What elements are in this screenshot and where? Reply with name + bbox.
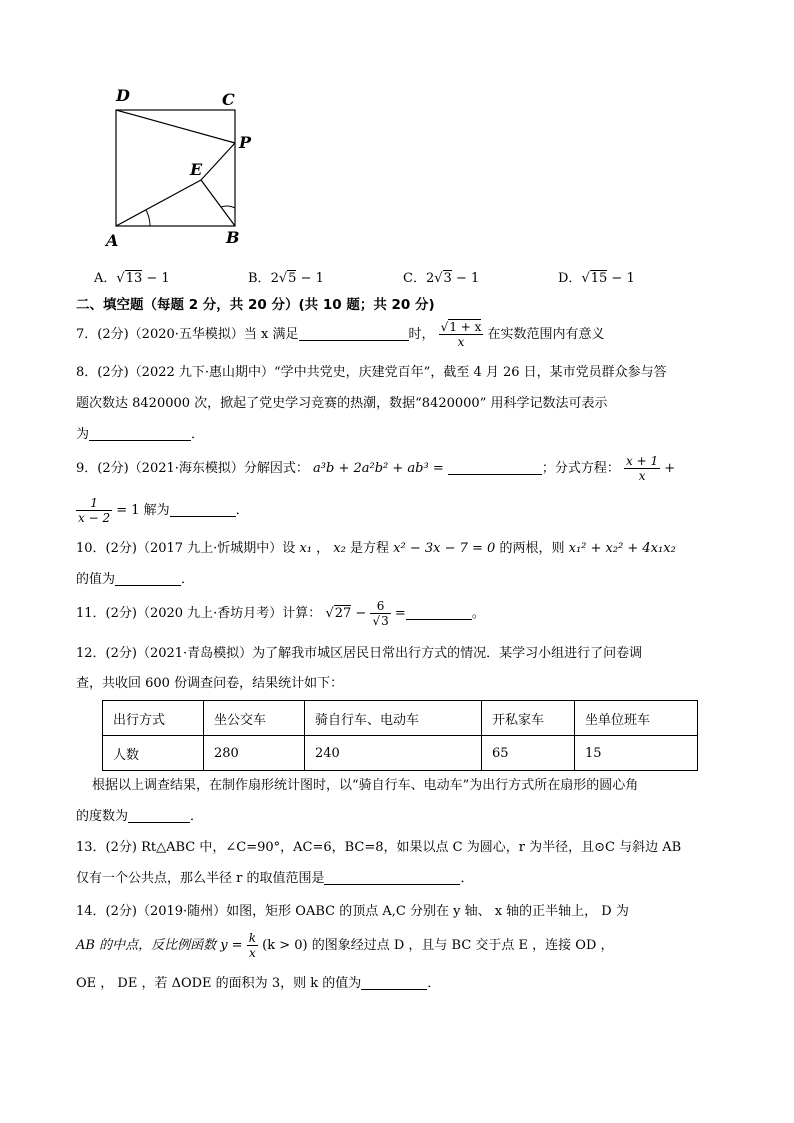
table-cell: 坐单位班车	[575, 701, 698, 736]
angle-arc-b	[221, 206, 235, 208]
fraction-9b: $\frac{1}{x - 2}$	[78, 496, 111, 525]
answer-blank-7[interactable]	[299, 326, 409, 341]
table-cell: 出行方式	[103, 701, 204, 736]
question-7: 7．(2分)（2020·五华模拟）当 x 满足 时， $\frac{√1 + x}{x}$ 在实数范围内有意义	[76, 320, 605, 349]
question-10-line-2: 的值为 ．	[76, 572, 195, 587]
answer-blank-9b[interactable]	[170, 502, 236, 517]
table-cell: 280	[204, 736, 305, 771]
segment-eb	[201, 180, 235, 226]
label-b: B	[226, 228, 240, 247]
question-10-line-1: 10．(2分)（2017 九上·忻城期中）设 x₁ ， x₂ 是方程 x² − 3x − 7 = 0 的两根，则 x₁² + x₂² + 4x₁x₂	[76, 541, 676, 556]
answer-blank-13[interactable]	[324, 870, 460, 885]
answer-blank-9a[interactable]	[448, 460, 542, 475]
table-row	[103, 736, 698, 771]
question-13-line-2: 仅有一个公共点，那么半径 r 的取值范围是 ．	[76, 871, 474, 886]
segment-ep	[201, 143, 235, 180]
square-abcd	[116, 110, 235, 226]
question-8-line-3: 为 ．	[76, 427, 205, 442]
table-cell: 15	[575, 736, 698, 771]
survey-table	[102, 700, 698, 771]
question-9-line-1: 9．(2分)（2021·海东模拟）分解因式： a³b + 2a²b² + ab³ = ；分式方程： $\frac{x + 1}{x}$ +	[76, 454, 676, 483]
question-14-line-1: 14．(2分)（2019·随州）如图，矩形 OABC 的顶点 A,C 分别在 y 轴、 x 轴的正半轴上， D 为	[76, 904, 629, 919]
geometry-figure	[100, 84, 270, 252]
question-12-after-1: 根据以上调查结果，在制作扇形统计图时，以“骑自行车、电动车”为出行方式所在扇形的圆心角	[92, 778, 639, 793]
section-title: 二、填空题（每题 2 分，共 20 分）(共 10 题；共 20 分)	[76, 297, 435, 313]
question-14-line-3: OE ， DE ，若 ΔODE 的面积为 3，则 k 的值为 ．	[76, 976, 441, 991]
table-cell: 坐公交车	[204, 701, 305, 736]
option-a[interactable]: A．√13 − 1	[94, 271, 170, 286]
label-e: E	[190, 160, 203, 179]
table-cell: 240	[305, 736, 482, 771]
table-cell: 65	[482, 736, 575, 771]
table-cell: 开私家车	[482, 701, 575, 736]
answer-blank-10[interactable]	[115, 571, 181, 586]
fraction-9a: $\frac{x + 1}{x}$	[626, 454, 659, 483]
question-14-line-2: AB 的中点，反比例函数 y = $\frac{k}{x}$ (k > 0) 的图象经过点 D ，且与 BC 交于点 E ，连接 OD ，	[76, 931, 614, 960]
option-b[interactable]: B．2√5 − 1	[248, 271, 324, 286]
label-d: D	[116, 86, 130, 105]
label-a: A	[106, 231, 119, 250]
question-8-line-2: 题次数达 8420000 次，掀起了党史学习竞赛的热潮，数据“8420000” 用科学记数法可表示	[76, 396, 608, 411]
question-12-line-2: 查，共收回 600 份调查问卷，结果统计如下：	[76, 676, 344, 691]
question-8-line-1: 8．(2分)（2022 九下·惠山期中）“学中共党史，庆建党百年”，截至 4 月 26 日，某市党员群众参与答	[76, 365, 667, 380]
answer-blank-11[interactable]	[406, 605, 472, 620]
question-12-line-1: 12．(2分)（2021·青岛模拟）为了解我市城区居民日常出行方式的情况．某学习小组进行了问卷调	[76, 646, 643, 661]
table-cell: 骑自行车、电动车	[305, 701, 482, 736]
segment-ae	[116, 180, 201, 226]
question-12-after-2: 的度数为 ．	[76, 809, 204, 824]
segment-dp	[116, 110, 235, 143]
option-d[interactable]: D．√15 − 1	[558, 271, 635, 286]
answer-blank-14[interactable]	[361, 975, 427, 990]
fraction-7: $\frac{√1 + x}{x}$	[440, 320, 482, 349]
label-p: P	[239, 133, 252, 152]
question-13-line-1: 13．(2分) Rt△ABC 中，∠C=90°，AC=6，BC=8，如果以点 C 为圆心，r 为半径，且⊙C 与斜边 AB	[76, 840, 682, 855]
label-c: C	[222, 90, 235, 109]
fraction-11: $\frac{6}{√3}$	[372, 599, 389, 628]
question-9-line-2: $\frac{1}{x - 2}$ = 1 解为 ．	[78, 496, 249, 525]
angle-arc-a	[146, 210, 150, 226]
fraction-14: $\frac{k}{x}$	[248, 931, 256, 960]
answer-blank-8[interactable]	[89, 426, 191, 441]
question-11: 11．(2分)（2020 九上·香坊月考）计算： √27 − $\frac{6}{√3}$ = 。	[76, 599, 485, 628]
answer-blank-12[interactable]	[128, 808, 190, 823]
table-header-row	[103, 701, 698, 736]
option-c[interactable]: C．2√3 − 1	[403, 271, 480, 286]
table-cell: 人数	[103, 736, 204, 771]
